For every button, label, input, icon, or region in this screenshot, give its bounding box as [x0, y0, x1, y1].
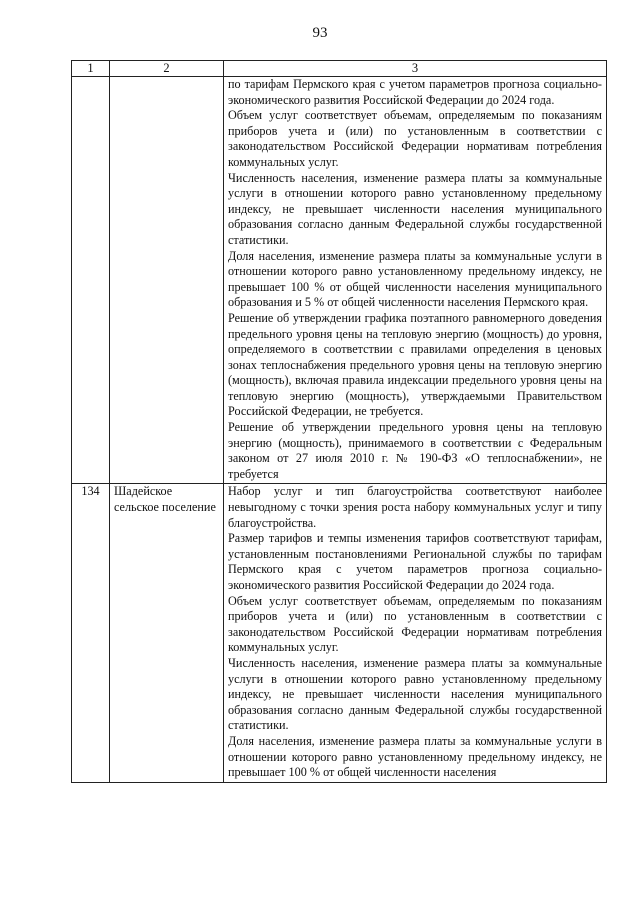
column-header-description: 3: [224, 61, 607, 77]
row-number-cell: 134: [72, 484, 110, 782]
description-cell: [224, 484, 607, 782]
paragraph: Численность населения, изменение размера платы за коммунальные услуги в отношении которого равно установленному предельному индексу, не превышает численности населения муниципального образования согласно данным Федеральной службы государственной статистики.: [228, 170, 602, 247]
paragraph: по тарифам Пермского края с учетом параметров прогноза социально-экономического развития Российской Федерации до 2024 года.: [228, 77, 602, 107]
row-number-cell: [72, 77, 110, 484]
municipality-name-cell: [110, 77, 224, 484]
paragraph: Набор услуг и тип благоустройства соответствуют наиболее невыгодному с точки зрения роста набору коммунальных услуг и типу благоустройства.: [228, 484, 602, 530]
paragraph: Доля населения, изменение размера платы за коммунальные услуги в отношении которого равно установленному предельному индексу, не превышает 100 % от общей численности населения: [228, 733, 602, 780]
municipality-name-cell: Шадейское сельское поселение: [110, 484, 224, 782]
page-number: 93: [312, 25, 328, 41]
paragraph: Доля населения, изменение размера платы за коммунальные услуги в отношении которого равно установленному предельному индексу, не превышает 100 % от общей численности населения муниципального образования и 5 % от общей численности населения Пермского края.: [228, 248, 602, 310]
column-header-number: 1: [72, 61, 110, 77]
document-table: [71, 60, 607, 783]
table-row: [72, 484, 607, 782]
description-cell: [224, 77, 607, 484]
paragraph: Решение об утверждении графика поэтапного равномерного доведения предельного уровня цены на тепловую энергию (мощность) до уровня, определяемого в соответствии с правилами определения в ценовых зонах теплоснабжения предельного уровня цены на тепловую энергию (мощность), включая правила индексации предельного уровня цены на тепловую энергию (мощность), утверждаемыми Правительством Российской Федерации, не требуется.: [228, 310, 602, 419]
paragraph: Объем услуг соответствует объемам, определяемым по показаниям приборов учета и (или) по установленным в соответствии с законодательством Российской Федерации нормативам потребления коммунальных услуг.: [228, 593, 602, 655]
paragraph: Численность населения, изменение размера платы за коммунальные услуги в отношении которого равно установленному предельному индексу, не превышает численности населения муниципального образования согласно данным Федеральной службы государственной статистики.: [228, 655, 602, 733]
paragraph: Размер тарифов и темпы изменения тарифов соответствуют тарифам, установленным постановлениями Региональной службы по тарифам Пермского края с учетом параметров прогноза социально-экономического развития Российской Федерации до 2024 года.: [228, 531, 602, 592]
paragraph: Решение об утверждении предельного уровня цены на тепловую энергию (мощность), принимаемого в соответствии с Федеральным законом от 27 июля 2010 г. № 190-ФЗ «О теплоснабжении», не требуется: [228, 420, 602, 481]
table-row: [72, 77, 607, 484]
paragraph: Объем услуг соответствует объемам, определяемым по показаниям приборов учета и (или) по установленным в соответствии с законодательством Российской Федерации нормативам потребления коммунальных услуг.: [228, 108, 602, 169]
table-header-row: [72, 61, 607, 77]
column-header-municipality: 2: [110, 61, 224, 77]
